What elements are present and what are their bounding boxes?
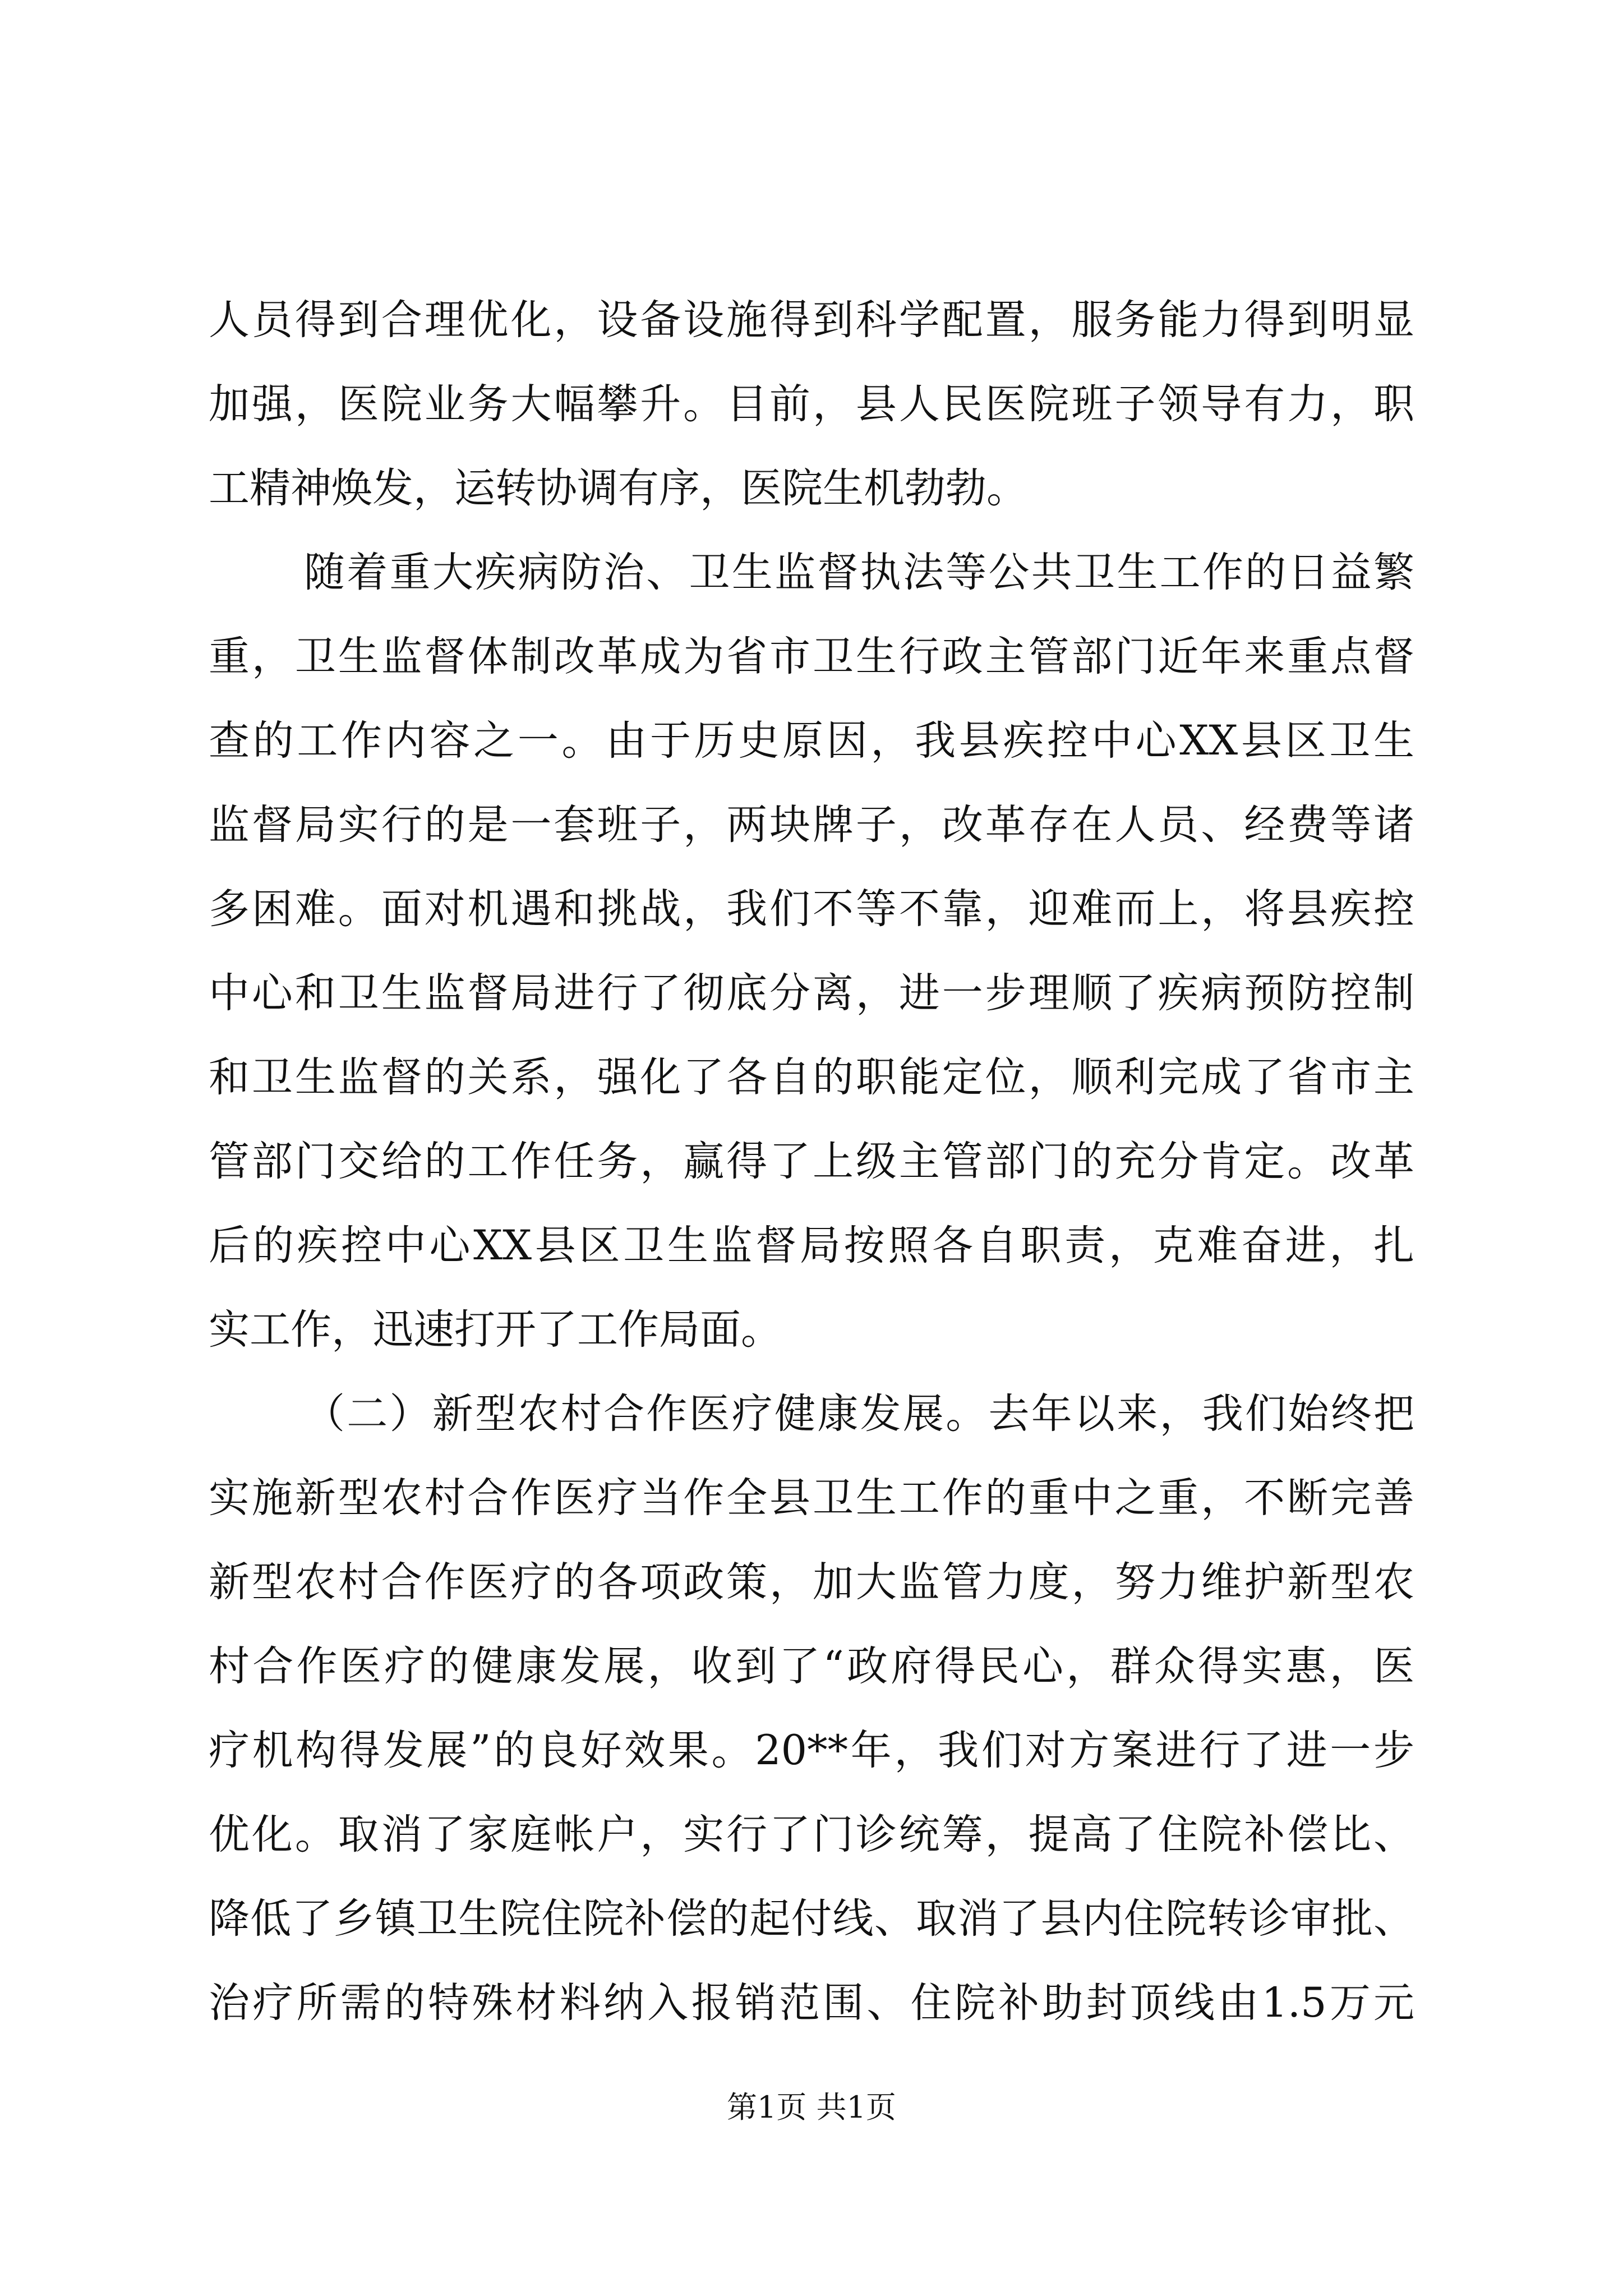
text-line: 加强，医院业务大幅攀升。目前，县人民医院班子领导有力，职: [209, 380, 1414, 428]
text-line: 村合作医疗的健康发展，收到了“政府得民心，群众得实惠，医: [209, 1642, 1414, 1690]
text-line: 人员得到合理优化，设备设施得到科学配置，服务能力得到明显: [209, 296, 1414, 344]
text-line: 优化。取消了家庭帐户，实行了门诊统筹，提高了住院补偿比、: [209, 1811, 1414, 1858]
text-line: 降低了乡镇卫生院住院补偿的起付线、取消了县内住院转诊审批、: [209, 1895, 1414, 1943]
text-line: 后的疾控中心XX县区卫生监督局按照各自职责，克难奋进，扎: [209, 1222, 1414, 1269]
page-footer: 第1页 共1页: [727, 2090, 896, 2125]
text-line: 实施新型农村合作医疗当作全县卫生工作的重中之重，不断完善: [209, 1474, 1414, 1522]
text-line: 重，卫生监督体制改革成为省市卫生行政主管部门近年来重点督: [209, 633, 1414, 680]
text-line: 实工作，迅速打开了工作局面。: [209, 1306, 782, 1354]
text-line: 工精神焕发，运转协调有序，医院生机勃勃。: [209, 464, 1027, 512]
paragraph-start-line: 随着重大疾病防治、卫生监督执法等公共卫生工作的日益繁: [304, 549, 1414, 596]
text-line: 监督局实行的是一套班子，两块牌子，改革存在人员、经费等诸: [209, 801, 1414, 849]
text-line: 疗机构得发展”的良好效果。20**年，我们对方案进行了进一步: [209, 1727, 1414, 1774]
text-line: 管部门交给的工作任务，赢得了上级主管部门的充分肯定。改革: [209, 1138, 1414, 1185]
text-line: 中心和卫生监督局进行了彻底分离，进一步理顺了疾病预防控制: [209, 969, 1414, 1017]
text-line: 治疗所需的特殊材料纳入报销范围、住院补助封顶线由1.5万元: [209, 1979, 1414, 2027]
text-line: 多困难。面对机遇和挑战，我们不等不靠，迎难而上，将县疾控: [209, 885, 1414, 933]
text-line: 新型农村合作医疗的各项政策，加大监管力度，努力维护新型农: [209, 1558, 1414, 1606]
text-line: 和卫生监督的关系，强化了各自的职能定位，顺利完成了省市主: [209, 1053, 1414, 1101]
section-heading-line: （二）新型农村合作医疗健康发展。去年以来，我们始终把: [304, 1390, 1414, 1438]
text-line: 查的工作内容之一。由于历史原因，我县疾控中心XX县区卫生: [209, 717, 1414, 765]
